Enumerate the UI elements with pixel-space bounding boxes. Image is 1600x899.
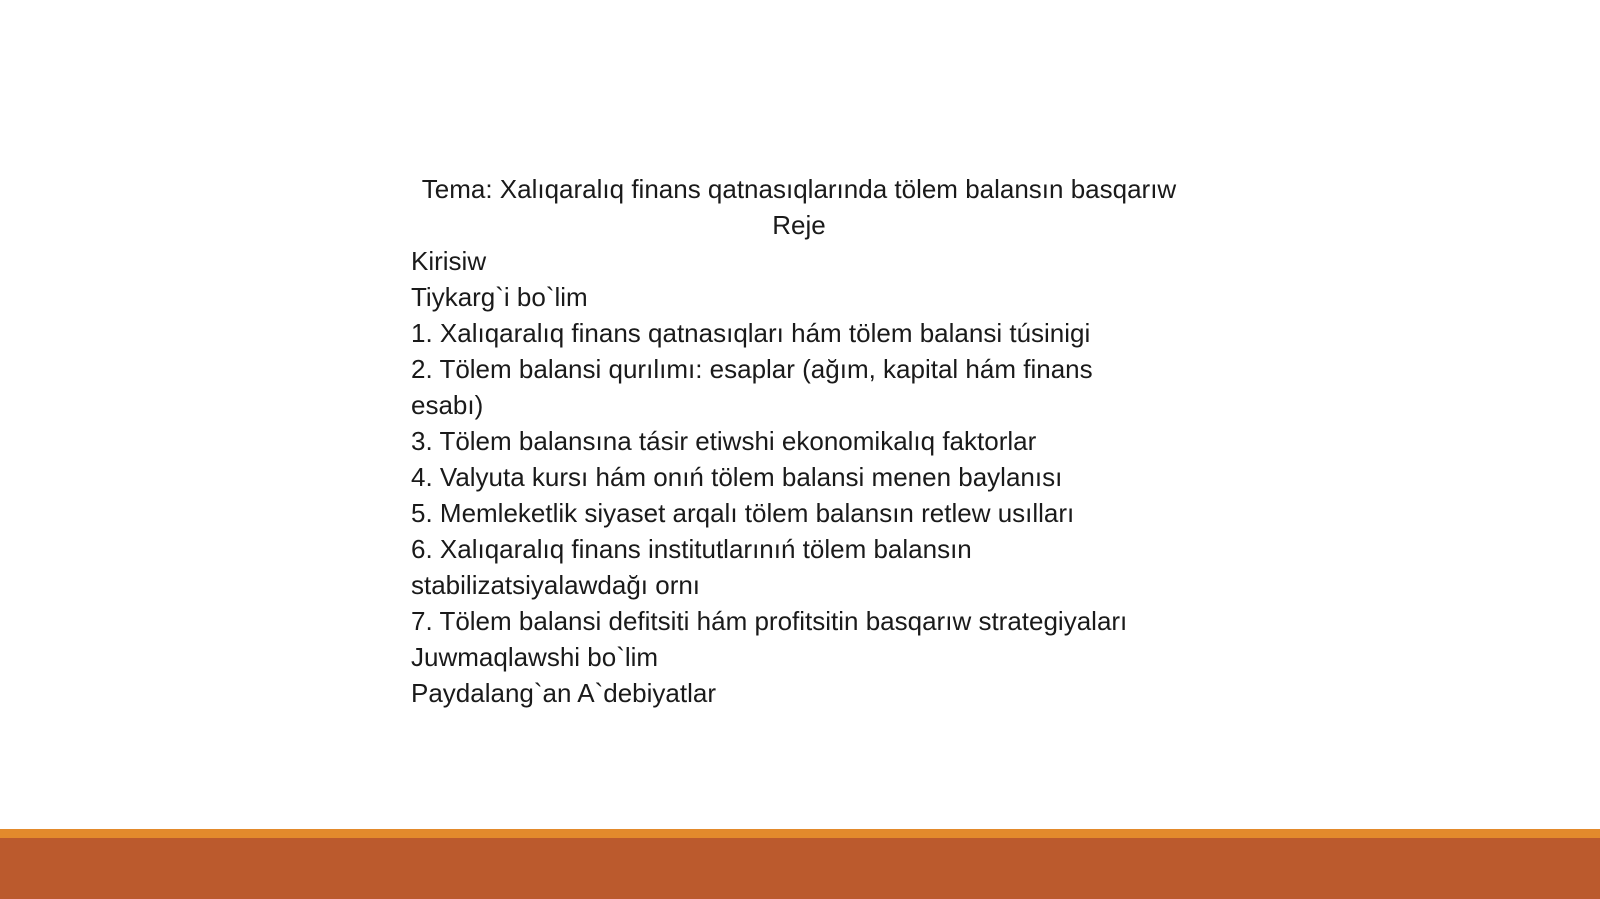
slide-content	[411, 171, 1191, 711]
outline-item-4: 4. Valyuta kursı hám onıń tölem balansi menen baylanısı	[411, 462, 1063, 492]
footer-accent-thick-bar	[0, 838, 1600, 899]
outline-item-references: Paydalang`an A`debiyatlar	[411, 678, 716, 708]
outline-item-main-part: Tiykarg`i bo`lim	[411, 282, 588, 312]
outline-item-7: 7. Tölem balansi defitsiti hám profitsitin basqarıw strategiyaları	[411, 606, 1128, 636]
footer-accent-thin-bar	[0, 829, 1600, 838]
outline-item-intro: Kirisiw	[411, 246, 487, 276]
slide-title: Tema: Xalıqaralıq finans qatnasıqlarında tölem balansın basqarıw	[421, 174, 1177, 204]
outline-item-3: 3. Tölem balansına tásir etiwshi ekonomikalıq faktorlar	[411, 426, 1037, 456]
outline-item-conclusion: Juwmaqlawshi bo`lim	[411, 642, 659, 672]
outline-item-6: 6. Xalıqaralıq finans institutlarınıń tölem balansın stabilizatsiyalawdağı ornı	[411, 534, 972, 600]
outline-item-1: 1. Xalıqaralıq finans qatnasıqları hám tölem balansi túsinigi	[411, 318, 1091, 348]
outline-item-2: 2. Tölem balansi qurılımı: esaplar (ağım, kapital hám finans esabı)	[411, 354, 1093, 420]
slide-subtitle: Reje	[772, 210, 826, 240]
outline-item-5: 5. Memleketlik siyaset arqalı tölem balansın retlew usılları	[411, 498, 1075, 528]
